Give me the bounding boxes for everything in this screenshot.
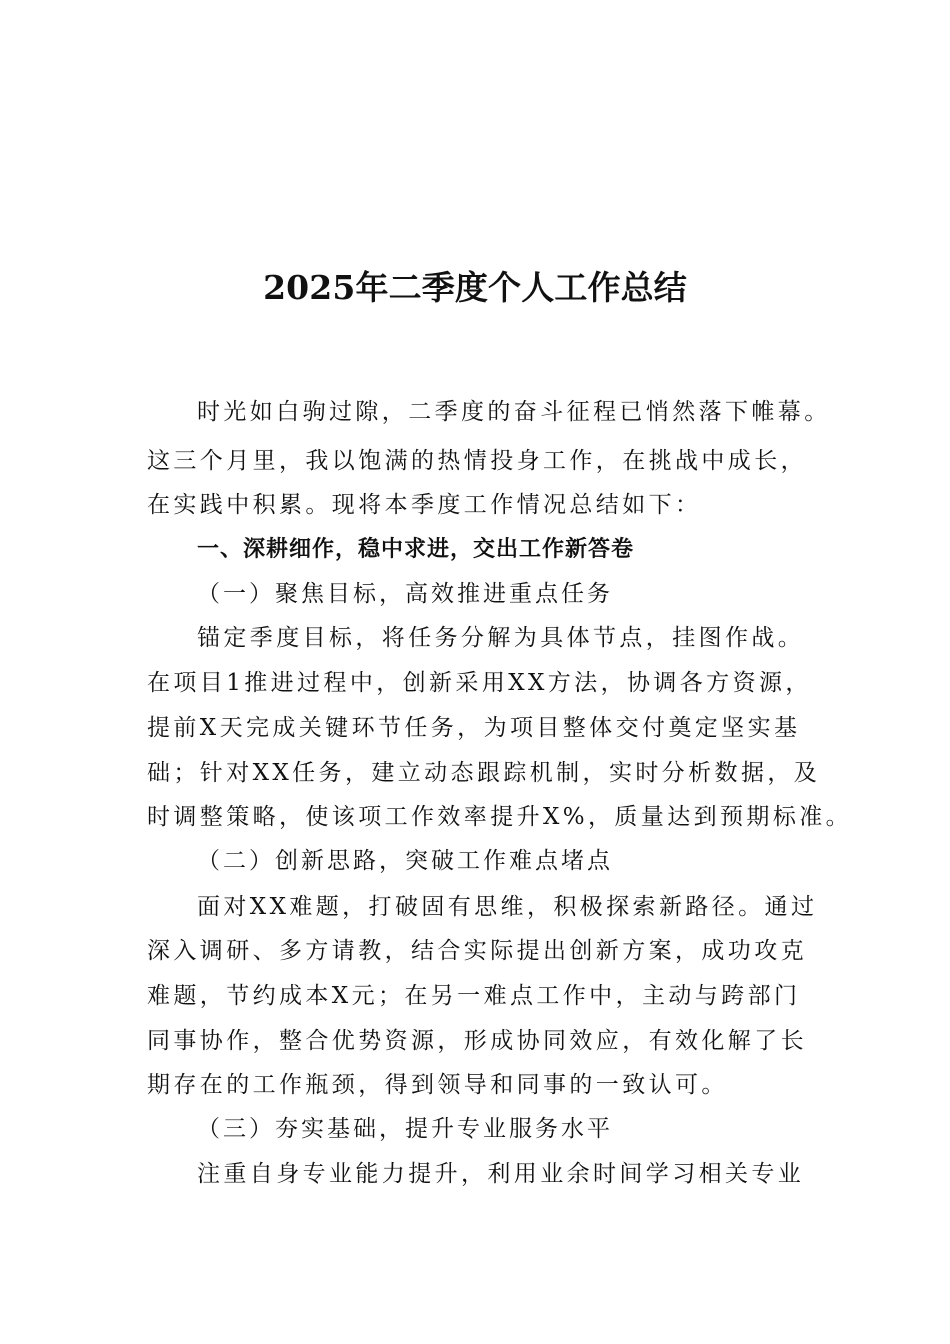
subsection-heading: （三）夯实基础，提升专业服务水平 [197,1116,613,1142]
paragraph-line: 注重自身专业能力提升，利用业余时间学习相关专业 [197,1161,805,1187]
paragraph-line: 在实践中积累。现将本季度工作情况总结如下： [147,492,702,518]
subsection-heading: （二）创新思路，突破工作难点堵点 [197,848,613,874]
section-heading: 一、深耕细作，稳中求进，交出工作新答卷 [197,537,635,562]
paragraph-line: 同事协作，整合优势资源，形成协同效应，有效化解了长 [147,1028,807,1054]
paragraph-line: 在项目1推进过程中，创新采用XX方法，协调各方资源， [147,670,812,696]
paragraph-line: 提前X天完成关键环节任务，为项目整体交付奠定坚实基 [147,715,801,741]
subsection-heading: （一）聚焦目标，高效推进重点任务 [197,581,613,607]
paragraph-line: 础；针对XX任务，建立动态跟踪机制，实时分析数据，及 [147,760,821,786]
document-title: 2025年二季度个人工作总结 [263,268,687,307]
paragraph-line: 时光如白驹过隙，二季度的奋斗征程已悄然落下帷幕。 [197,399,831,425]
paragraph-line: 锚定季度目标，将任务分解为具体节点，挂图作战。 [197,625,805,651]
paragraph-line: 这三个月里，我以饱满的热情投身工作，在挑战中成长， [147,448,807,474]
paragraph-line: 难题，节约成本X元；在另一难点工作中，主动与跨部门 [147,983,801,1009]
paragraph-line: 期存在的工作瓶颈，得到领导和同事的一致认可。 [147,1072,728,1098]
paragraph-line: 面对XX难题，打破固有思维，积极探索新路径。通过 [197,894,818,920]
paragraph-line: 深入调研、多方请教，结合实际提出创新方案，成功攻克 [147,938,807,964]
paragraph-line: 时调整策略，使该项工作效率提升X%，质量达到预期标准。 [147,804,853,830]
